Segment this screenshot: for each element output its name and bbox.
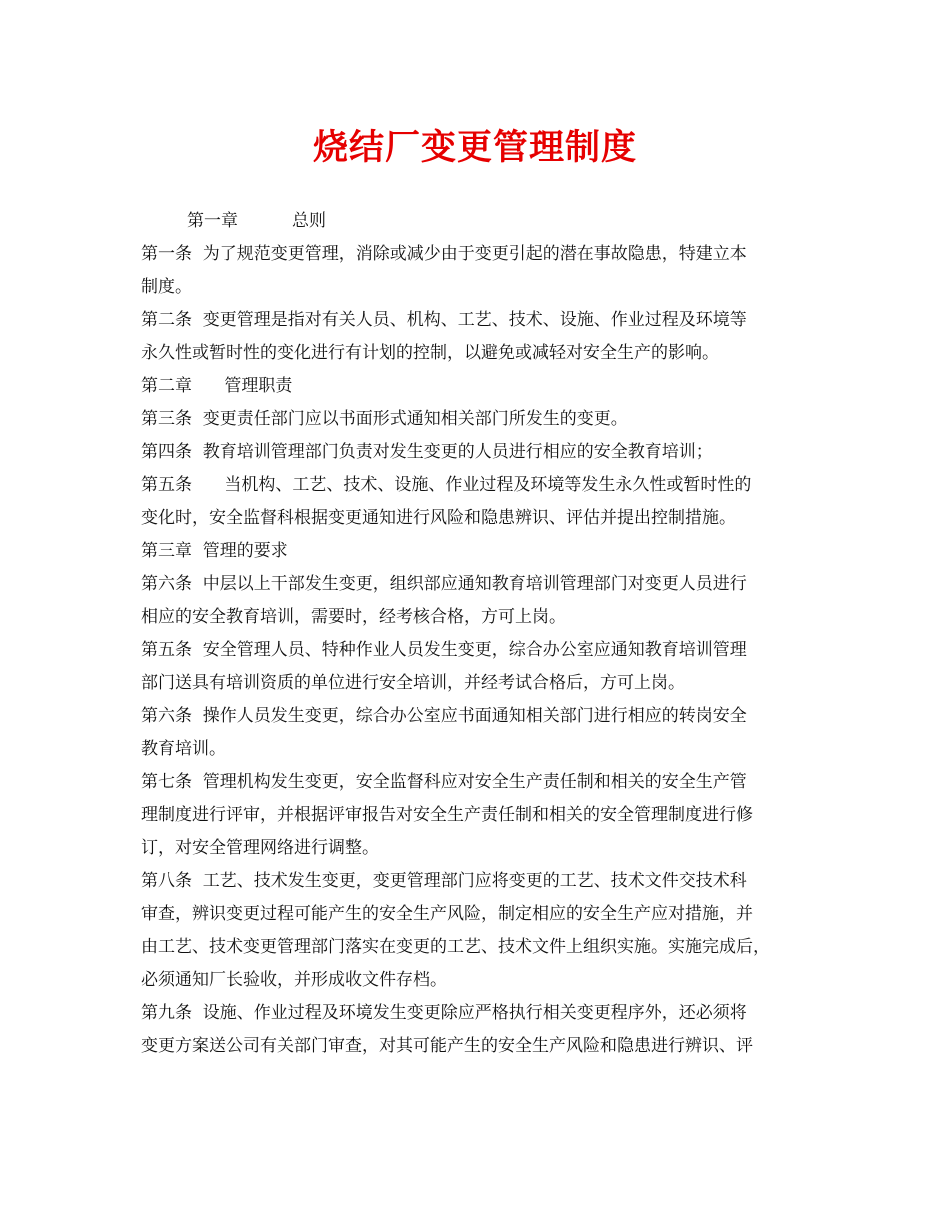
chapter-heading: 第一章 总则 — [187, 211, 327, 231]
text-line: 第六条 中层以上干部发生变更，组织部应通知教育培训管理部门对变更人员进行 — [141, 574, 747, 594]
document-title: 烧结厂变更管理制度 — [312, 127, 637, 168]
text-line: 必须通知厂长验收，并形成收文件存档。 — [141, 970, 447, 990]
text-line: 第三条 变更责任部门应以书面形式通知相关部门所发生的变更。 — [141, 409, 628, 429]
text-line: 第一条 为了规范变更管理，消除或减少由于变更引起的潜在事故隐患，特建立本 — [141, 244, 747, 264]
text-line: 订，对安全管理网络进行调整。 — [141, 838, 379, 858]
text-line: 第二条 变更管理是指对有关人员、机构、工艺、技术、设施、作业过程及环境等 — [141, 310, 747, 330]
text-line: 第八条 工艺、技术发生变更，变更管理部门应将变更的工艺、技术文件交技术科 — [141, 871, 747, 891]
text-line: 第九条 设施、作业过程及环境发生变更除应严格执行相关变更程序外，还必须将 — [141, 1003, 747, 1023]
text-line: 第四条 教育培训管理部门负责对发生变更的人员进行相应的安全教育培训； — [141, 442, 713, 462]
text-line: 相应的安全教育培训，需要时，经考核合格，方可上岗。 — [141, 607, 566, 627]
text-line: 审查，辨识变更过程可能产生的安全生产风险，制定相应的安全生产应对措施，并 — [141, 904, 753, 924]
text-line: 由工艺、技术变更管理部门落实在变更的工艺、技术文件上组织实施。实施完成后， — [141, 937, 770, 957]
text-line: 教育培训。 — [141, 739, 226, 759]
text-line: 变化时，安全监督科根据变更通知进行风险和隐患辨识、评估并提出控制措施。 — [141, 508, 736, 528]
text-line: 部门送具有培训资质的单位进行安全培训，并经考试合格后，方可上岗。 — [141, 673, 685, 693]
text-line: 第五条 当机构、工艺、技术、设施、作业过程及环境等发生永久性或暂时性的 — [141, 475, 752, 495]
text-line: 永久性或暂时性的变化进行有计划的控制，以避免或减轻对安全生产的影响。 — [141, 343, 719, 363]
text-line: 制度。 — [141, 277, 192, 297]
text-line: 第五条 安全管理人员、特种作业人员发生变更，综合办公室应通知教育培训管理 — [141, 640, 747, 660]
text-line: 理制度进行评审，并根据评审报告对安全生产责任制和相关的安全管理制度进行修 — [141, 805, 753, 825]
text-line: 第六条 操作人员发生变更，综合办公室应书面通知相关部门进行相应的转岗安全 — [141, 706, 747, 726]
document-body — [141, 205, 821, 1063]
text-line: 变更方案送公司有关部门审查，对其可能产生的安全生产风险和隐患进行辨识、评 — [141, 1036, 753, 1056]
chapter-heading: 第二章 管理职责 — [141, 376, 293, 396]
chapter-heading: 第三章 管理的要求 — [141, 541, 288, 561]
text-line: 第七条 管理机构发生变更，安全监督科应对安全生产责任制和相关的安全生产管 — [141, 772, 747, 792]
